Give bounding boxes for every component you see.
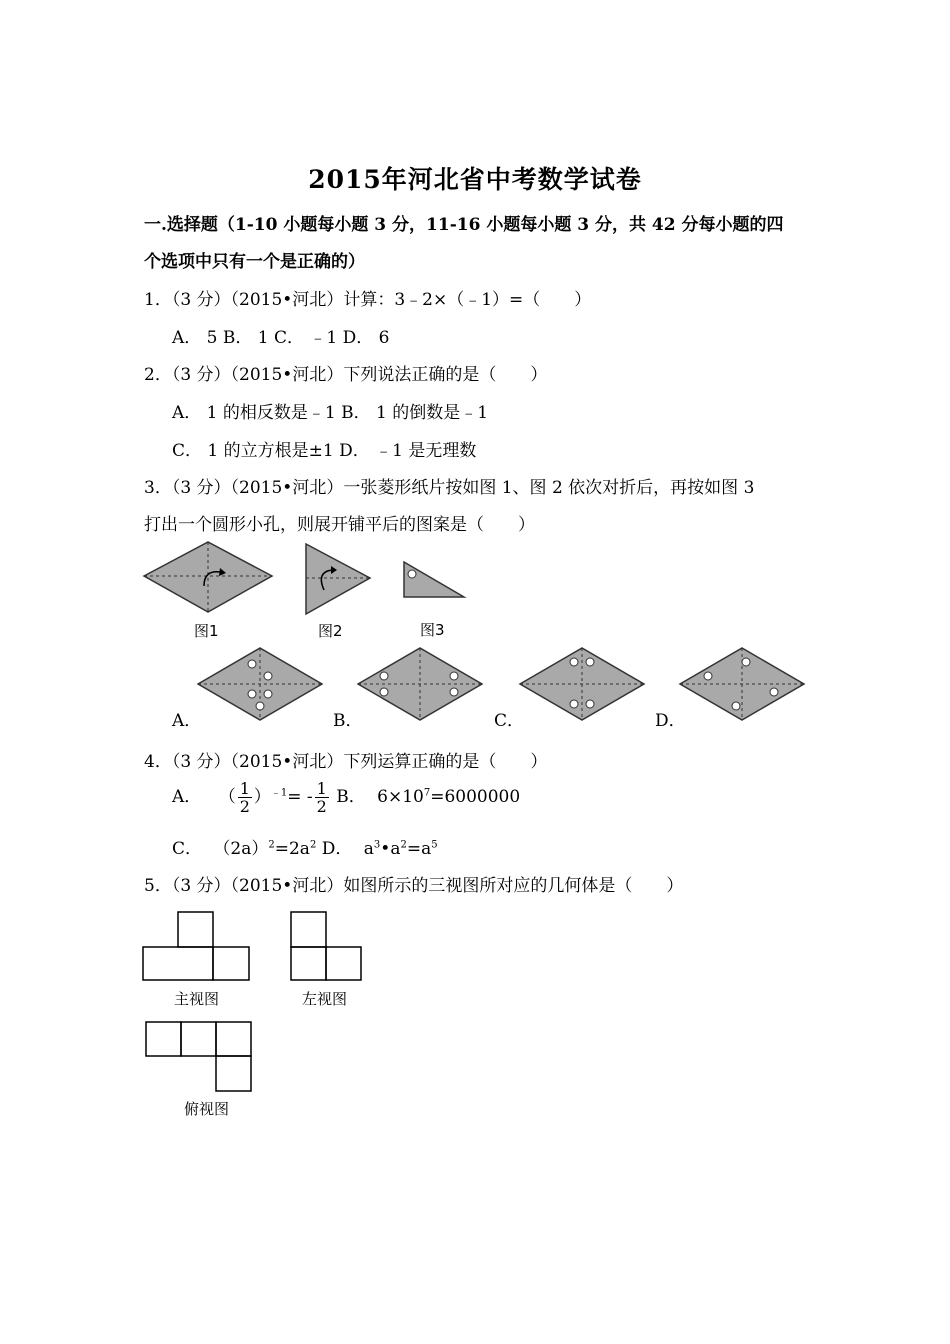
top-view-figure xyxy=(144,1020,256,1096)
q4-a-equals: = - xyxy=(287,787,313,807)
q4-b-exponent: 7 xyxy=(423,787,431,799)
q2-stem: 2．（3 分）（2015•河北）下列说法正确的是（ ） xyxy=(144,365,548,385)
q3-option-d-label: D． xyxy=(655,711,686,731)
section-header-line2: 个选项中只有一个是正确的） xyxy=(144,252,365,272)
q4-d-dot: •a xyxy=(380,839,401,859)
fig3-label: 图3 xyxy=(420,621,445,639)
q4-stem: 4．（3 分）（2015•河北）下列运算正确的是（ ） xyxy=(144,752,548,772)
q2-options-ab: A． 1 的相反数是﹣1 B． 1 的倒数是﹣1 xyxy=(172,403,489,423)
q4-a-open: （ xyxy=(218,787,236,807)
q4-a-denominator: 2 xyxy=(239,797,250,816)
q3-option-b-figure xyxy=(356,646,486,722)
q1-options: A． 5 B． 1 C． ﹣1 D． 6 xyxy=(172,328,390,348)
front-view-label: 主视图 xyxy=(174,990,220,1008)
q4-d-a: a xyxy=(363,839,374,859)
q3-option-b-label: B． xyxy=(333,711,363,731)
page-title: 2015年河北省中考数学试卷 xyxy=(308,165,642,194)
front-view-figure xyxy=(142,910,252,982)
q4-c-label: C． xyxy=(172,839,203,859)
q4-d-exp3: 5 xyxy=(431,839,438,851)
q4-d-exp2: 2 xyxy=(400,839,407,851)
q4-options-ab xyxy=(172,780,520,815)
top-view-label: 俯视图 xyxy=(184,1100,230,1118)
q4-a-close: ） xyxy=(253,787,271,807)
left-view-label: 左视图 xyxy=(302,990,348,1008)
q4-a-fraction xyxy=(238,780,252,815)
q4-a-numerator2: 1 xyxy=(316,779,327,798)
q2-options-cd: C． 1 的立方根是±1 D． ﹣1 是无理数 xyxy=(172,441,477,461)
q4-a-denominator2: 2 xyxy=(316,797,327,816)
q4-a-exponent: ﹣1 xyxy=(270,787,288,799)
q4-a-numerator: 1 xyxy=(239,779,250,798)
q3-stem-line2: 打出一个圆形小孔，则展开铺平后的图案是（ ） xyxy=(144,515,535,535)
q4-b-label: B． xyxy=(336,787,366,807)
q3-option-a-label: A． xyxy=(172,711,202,731)
fig1-rhombus xyxy=(142,540,272,616)
q4-d-equals: =a xyxy=(406,839,432,859)
q4-c-exponent: 2 xyxy=(268,839,275,851)
q3-option-d-figure xyxy=(678,646,808,722)
q4-c-base: （2a） xyxy=(213,839,269,859)
q4-b-equals: =6000000 xyxy=(430,787,521,807)
q4-c-equals: =2a xyxy=(274,839,310,859)
q4-d-exp1: 3 xyxy=(373,839,381,851)
q3-option-a-figure xyxy=(196,646,326,722)
q5-stem: 5．（3 分）（2015•河北）如图所示的三视图所对应的几何体是（ ） xyxy=(144,876,684,896)
q4-b-base: 6×10 xyxy=(377,787,424,807)
q1-stem: 1．（3 分）（2015•河北）计算：3﹣2×（﹣1）=（ ） xyxy=(144,290,592,310)
left-view-figure xyxy=(289,910,365,982)
q4-d-label: D． xyxy=(321,839,353,859)
fig3-triangle xyxy=(402,560,466,600)
section-header-line1: 一.选择题（1-10 小题每小题 3 分，11-16 小题每小题 3 分，共 42 分每小题的四 xyxy=(144,215,784,235)
q3-option-c-label: C． xyxy=(494,711,525,731)
q4-a-fraction2 xyxy=(315,780,329,815)
fig2-label: 图2 xyxy=(318,622,343,640)
q3-option-c-figure xyxy=(518,646,648,722)
fig2-triangle xyxy=(302,542,374,618)
q4-options-cd xyxy=(172,834,438,859)
q4-c-exponent2: 2 xyxy=(309,839,317,851)
fig1-label: 图1 xyxy=(194,622,219,640)
q4-a-label: A． xyxy=(172,787,202,807)
q3-stem-line1: 3．（3 分）（2015•河北）一张菱形纸片按如图 1、图 2 依次对折后，再按如图 3 xyxy=(144,478,755,498)
